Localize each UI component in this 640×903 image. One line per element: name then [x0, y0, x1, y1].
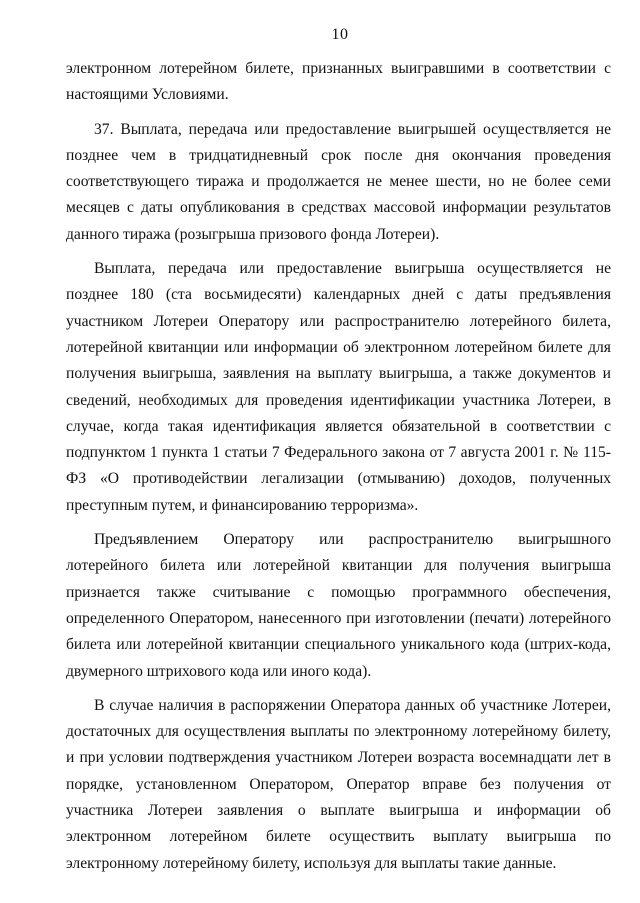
page-number: 10: [331, 26, 349, 43]
paragraph-presentation: Предъявлением Оператору или распространителю выигрышного лотерейного билета или лотерейной квитанции для получения выигрыша признается также считывание с помощью программного обеспечения, определенного Оператором, нанесенного при изготовлении (печати) лотерейного билета или лотерейной квитанции специального уникального кода (штрих-кода, двумерного штрихового кода или иного кода).: [66, 531, 611, 680]
paragraph-electronic-payment: В случае наличия в распоряжении Оператора данных об участнике Лотереи, достаточных для осуществления выплаты по электронному лотерейному билету, и при условии подтверждения участником Лотереи возраста восемнадцати лет в порядке, установленном Оператором, Оператор вправе без получения от участника Лотереи заявления о выплате выигрыша и информации об электронном лотерейном билете осуществить выплату выигрыша по электронному лотерейному билету, используя для выплаты такие данные.: [66, 696, 611, 872]
paragraph-continuation: электронном лотерейном билете, признанных выигравшими в соответствии с настоящими Условиями.: [66, 60, 611, 104]
paragraph-clause-37: 37. Выплата, передача или предоставление выигрышей осуществляется не позднее чем в тридцатидневный срок после дня окончания проведения соответствующего тиража и продолжается не менее шести, но не более семи месяцев с даты опубликования в средствах массовой информации результатов данного тиража (розыгрыша призового фонда Лотереи).: [66, 120, 611, 243]
paragraph-payment-deadline: Выплата, передача или предоставление выигрыша осуществляется не позднее 180 (ста восьмидесяти) календарных дней с даты предъявления участником Лотереи Оператору или распространителю лотерейного билета, лотерейной квитанции или информации об электронном лотерейном билете для получения выигрыша, заявления на выплату выигрыша, а также документов и сведений, необходимых для проведения идентификации участника Лотереи, в случае, когда такая идентификация является обязательной в соответствии с подпунктом 1 пункта 1 статьи 7 Федерального закона от 7 августа 2001 г. № 115-ФЗ «О противодействии легализации (отмыванию) доходов, полученных преступным путем, и финансированию терроризма».: [66, 260, 611, 514]
document-body: [66, 56, 611, 877]
